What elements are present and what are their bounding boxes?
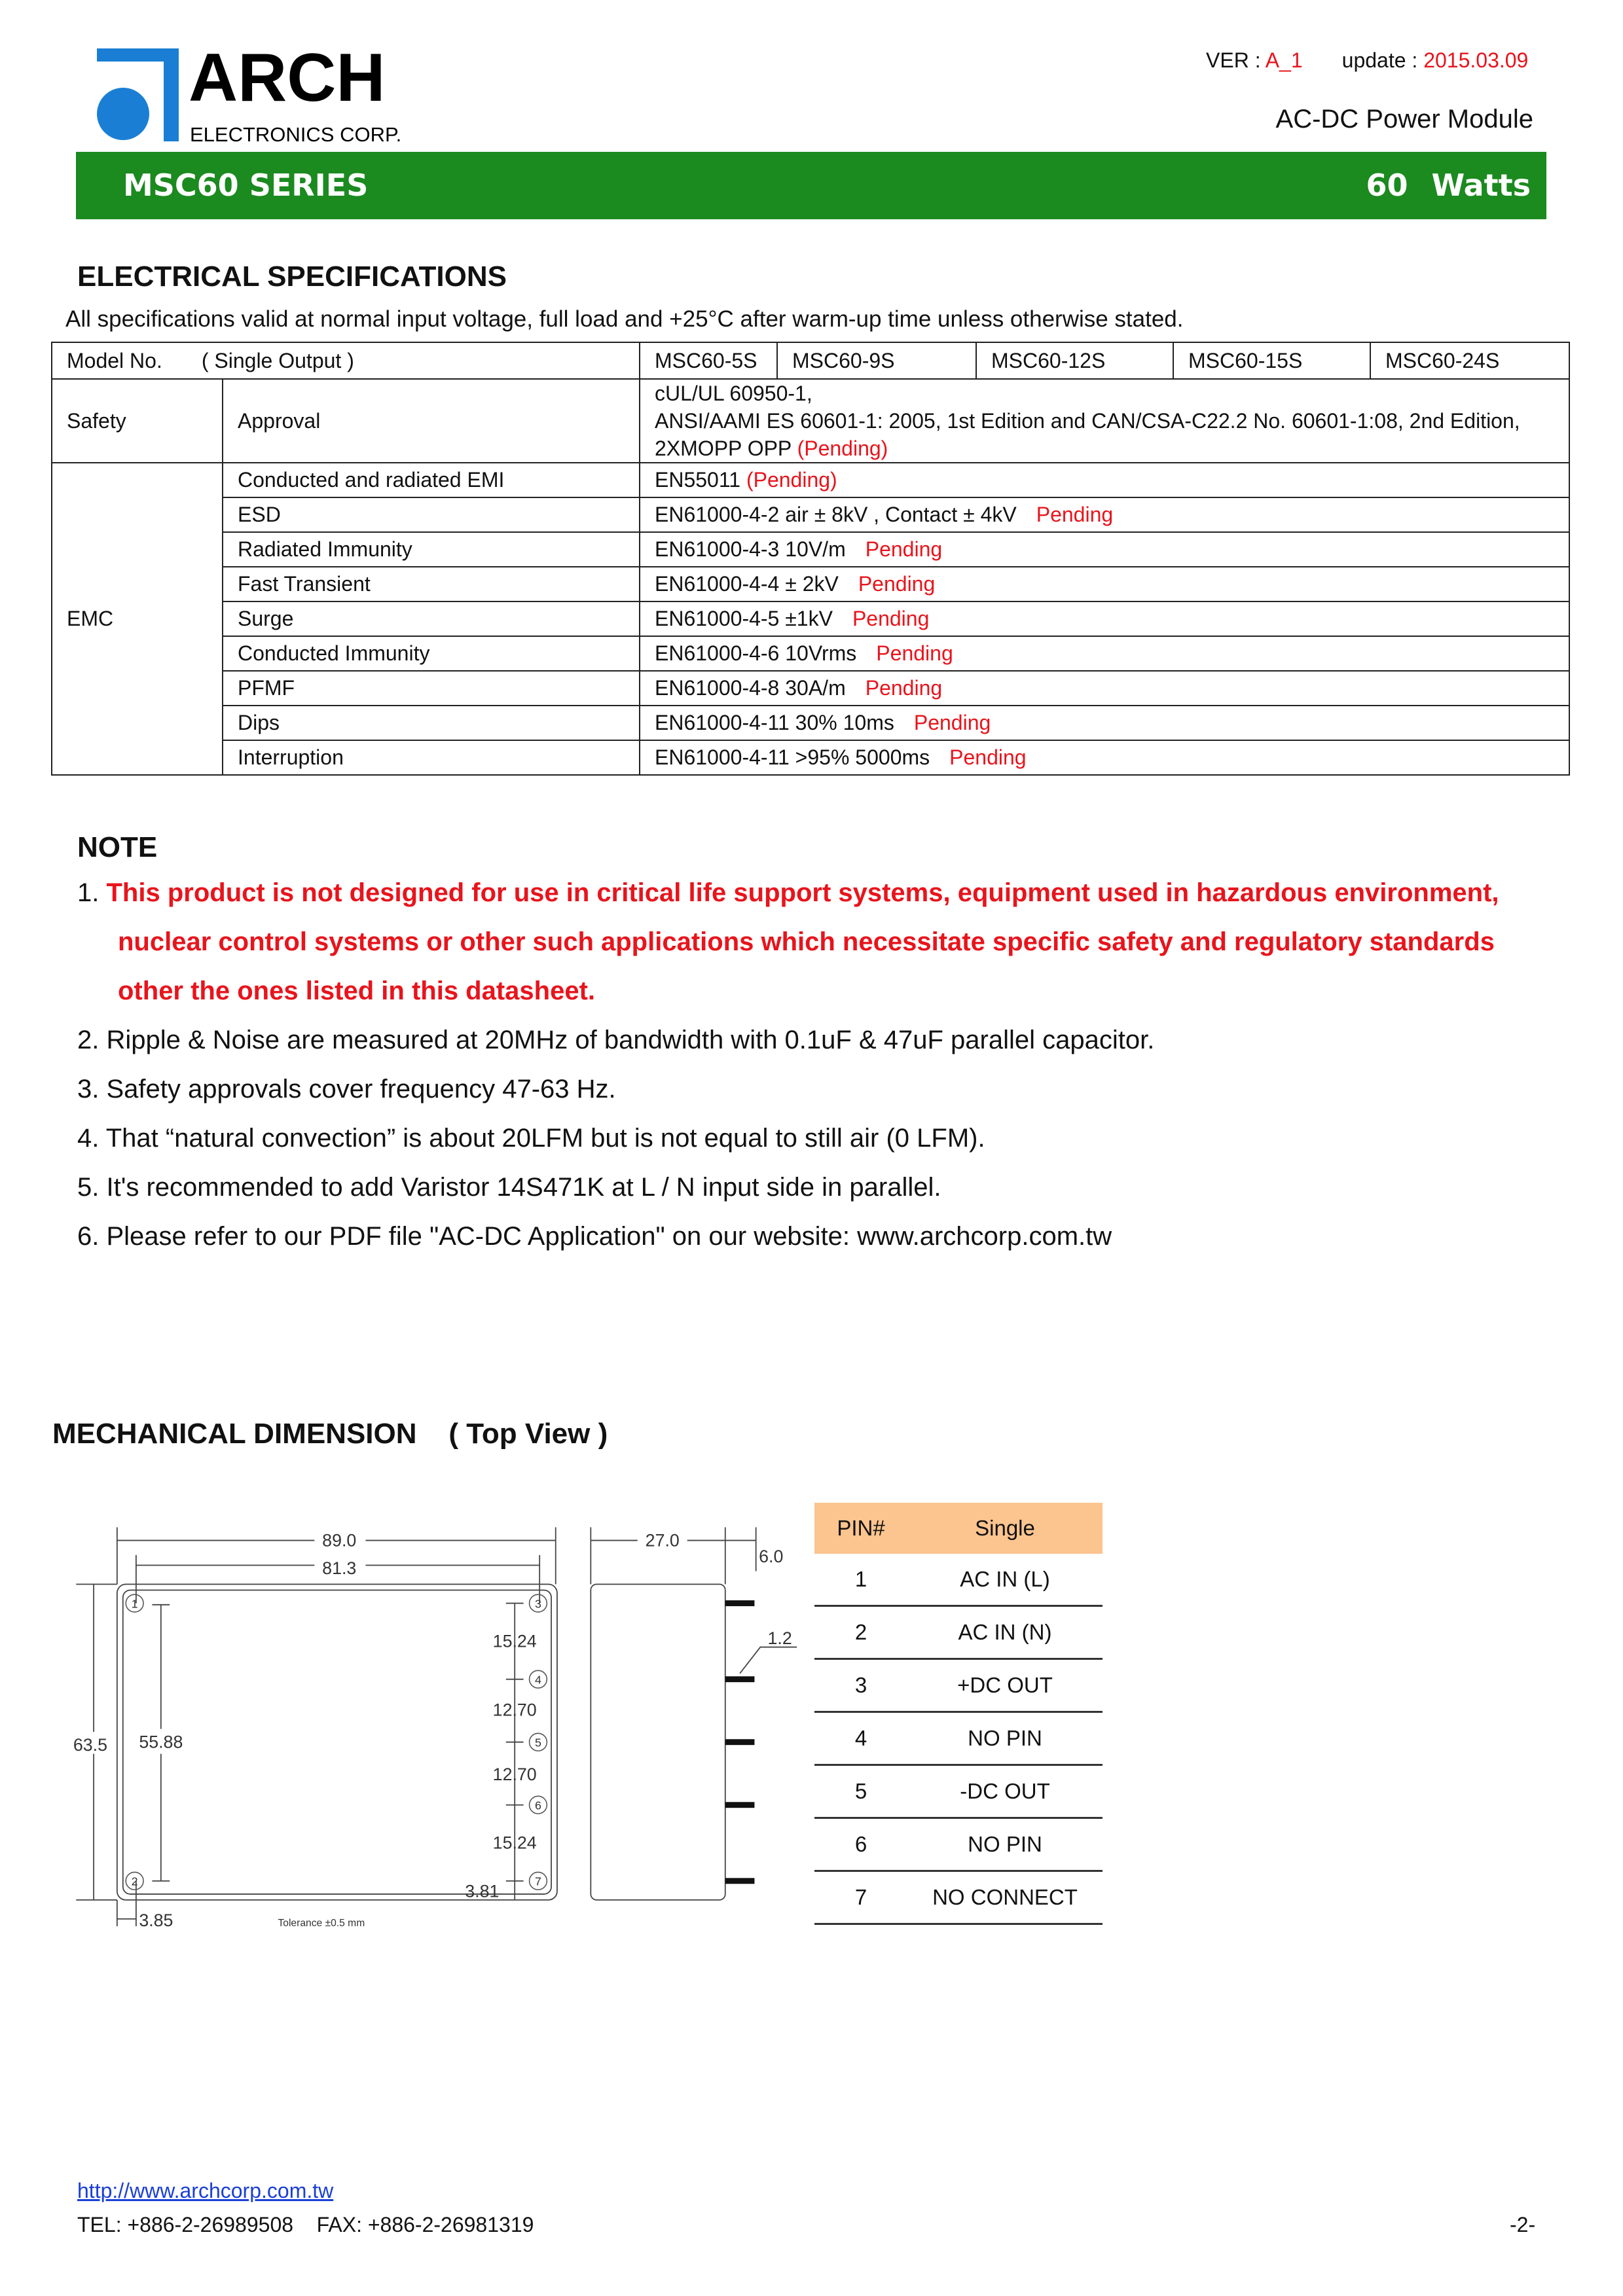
update-value: 2015.03.09 (1423, 48, 1529, 72)
output-label: ( Single Output ) (201, 348, 354, 372)
note-item: 5. It's recommended to add Varistor 14S471K at L / N input side in parallel. (77, 1173, 941, 1202)
value-cell (640, 706, 1569, 740)
value-cell (640, 497, 1569, 532)
pin-number: 4 (814, 1712, 907, 1765)
table-header-row (52, 342, 1569, 379)
pin-label: 4 (534, 1673, 541, 1687)
series-watts: 60 Watts (1366, 168, 1531, 203)
item-cell: Surge (223, 601, 640, 636)
table-row (52, 740, 1569, 775)
dim-width: 89.0 (322, 1530, 357, 1551)
dim-pitch: 12.70 (492, 1764, 537, 1784)
dim-offset: 3.81 (465, 1881, 500, 1901)
value-cell (640, 567, 1569, 601)
tolerance-note: Tolerance ±0.5 mm (278, 1918, 365, 1929)
status-pending: Pending (865, 676, 943, 700)
contact-info: TEL: +886-2-26989508 FAX: +886-2-26981319 (77, 2213, 534, 2236)
pin-label: 3 (534, 1597, 541, 1611)
status-pending: Pending (949, 745, 1027, 769)
pin-number: 6 (814, 1818, 907, 1871)
note-item: 2. Ripple & Noise are measured at 20MHz of bandwidth with 0.1uF & 47uF parallel capacitor. (77, 1026, 1155, 1054)
safety-line (655, 435, 1554, 462)
status-pending: Pending (913, 711, 991, 734)
ver-value: A_1 (1265, 48, 1303, 72)
table-row (52, 601, 1569, 636)
pin-label: 1 (131, 1597, 138, 1611)
pin-row (814, 1871, 1103, 1924)
spec-table (51, 342, 1570, 776)
module-type: AC-DC Power Module (1275, 105, 1533, 134)
note-item: 3. Safety approvals cover frequency 47-63 Hz. (77, 1075, 616, 1103)
pin-function: -DC OUT (907, 1765, 1103, 1818)
item-cell: Interruption (223, 740, 640, 775)
pin-row (814, 1659, 1103, 1712)
note-1 (77, 878, 1499, 908)
value-cell (640, 463, 1569, 497)
dim-pin-diameter: 1.2 (767, 1628, 792, 1649)
single-col-header: Single (907, 1503, 1103, 1554)
model-cell: MSC60-5S (640, 342, 777, 379)
note-text: This product is not designed for use in critical life support systems, equipment used in hazardous environment, (106, 878, 1499, 907)
item-cell: Approval (223, 379, 640, 463)
dim-pin-span: 81.3 (322, 1558, 357, 1578)
pin-function: NO PIN (907, 1712, 1103, 1765)
model-cell: MSC60-9S (777, 342, 976, 379)
pin-label: 5 (534, 1736, 541, 1749)
safety-line: ANSI/AAMI ES 60601-1: 2005, 1st Edition and CAN/CSA-C22.2 No. 60601-1:08, 2nd Edition, (655, 409, 1520, 433)
pin-label: 7 (534, 1874, 541, 1888)
value-text: EN55011 (655, 468, 746, 492)
status-pending: Pending (852, 607, 930, 630)
model-label-cell (52, 342, 640, 379)
pin-row (814, 1712, 1103, 1765)
table-row (52, 671, 1569, 706)
pin-row (814, 1554, 1103, 1606)
pin-number: 5 (814, 1765, 907, 1818)
value-cell (640, 636, 1569, 671)
pin-function: +DC OUT (907, 1659, 1103, 1712)
note-1-line: other the ones listed in this datasheet. (118, 977, 596, 1005)
value-cell (640, 532, 1569, 567)
item-cell: Fast Transient (223, 567, 640, 601)
pin-label: 6 (534, 1799, 541, 1812)
model-cell: MSC60-24S (1370, 342, 1569, 379)
model-cell: MSC60-12S (976, 342, 1173, 379)
pin-label: 2 (131, 1874, 138, 1888)
pin-function: AC IN (N) (907, 1606, 1103, 1659)
status-pending: Pending (876, 641, 953, 665)
value-text: EN61000-4-8 30A/m (655, 676, 846, 700)
pin-table-header (814, 1503, 1103, 1554)
table-row (52, 567, 1569, 601)
section-title-mechanical: MECHANICAL DIMENSION ( Top View ) (52, 1418, 608, 1450)
value-cell (640, 671, 1569, 706)
safety-text: 2XMOPP OPP (655, 437, 797, 460)
value-text: EN61000-4-6 10Vrms (655, 641, 857, 665)
pin-function: NO PIN (907, 1818, 1103, 1871)
pin-row (814, 1606, 1103, 1659)
note-number: 1. (77, 878, 107, 907)
version-info (1206, 48, 1528, 73)
section-title-electrical: ELECTRICAL SPECIFICATIONS (77, 260, 507, 293)
value-text: EN61000-4-2 air ± 8kV , Contact ± 4kV (655, 503, 1017, 526)
dim-pin-length: 6.0 (759, 1547, 784, 1567)
pin-col-header: PIN# (814, 1503, 907, 1554)
dim-pin-height: 55.88 (139, 1732, 183, 1752)
status-pending: (Pending) (797, 437, 888, 460)
value-text: EN61000-4-4 ± 2kV (655, 572, 839, 596)
dim-pitch: 15.24 (492, 1631, 537, 1651)
value-cell (640, 379, 1569, 463)
pin-number: 3 (814, 1659, 907, 1712)
table-row (52, 532, 1569, 567)
series-banner (76, 152, 1546, 219)
table-row (52, 379, 1569, 463)
value-cell (640, 601, 1569, 636)
pin-number: 2 (814, 1606, 907, 1659)
group-cell: EMC (52, 463, 223, 775)
update-label: update : (1341, 48, 1424, 72)
status-pending: Pending (858, 572, 936, 596)
safety-line: cUL/UL 60950-1, (655, 382, 812, 405)
note-item: 6. Please refer to our PDF file "AC-DC Application" on our website: www.archcorp.com.tw (77, 1222, 1112, 1251)
model-label: Model No. (67, 348, 162, 372)
table-row (52, 636, 1569, 671)
section-title-note: NOTE (77, 831, 158, 863)
logo-text: ARCH (189, 40, 386, 116)
table-row (52, 497, 1569, 532)
dim-pitch: 12.70 (492, 1700, 537, 1720)
dim-offset: 3.85 (139, 1910, 173, 1931)
dim-height: 63.5 (73, 1735, 107, 1755)
website-link[interactable]: http://www.archcorp.com.tw (77, 2179, 334, 2202)
table-row (52, 463, 1569, 497)
pin-function: AC IN (L) (907, 1554, 1103, 1606)
pin-function: NO CONNECT (907, 1871, 1103, 1924)
status-pending: Pending (865, 537, 943, 561)
pin-number: 1 (814, 1554, 907, 1606)
side-view (591, 1527, 797, 1899)
model-cell: MSC60-15S (1173, 342, 1370, 379)
item-cell: PFMF (223, 671, 640, 706)
status-pending: Pending (1036, 503, 1114, 526)
ver-label: VER : (1206, 48, 1266, 72)
arch-logo (90, 38, 405, 149)
table-row (52, 706, 1569, 740)
value-text: EN61000-4-11 30% 10ms (655, 711, 894, 734)
value-text: EN61000-4-5 ±1kV (655, 607, 833, 630)
value-cell (640, 740, 1569, 775)
pin-row (814, 1818, 1103, 1871)
item-cell: Conducted Immunity (223, 636, 640, 671)
group-cell: Safety (52, 379, 223, 463)
top-view (73, 1527, 557, 1930)
status-pending: (Pending) (746, 468, 837, 492)
logo-subtext: ELECTRONICS CORP. (190, 123, 402, 146)
item-cell: Conducted and radiated EMI (223, 463, 640, 497)
item-cell: Dips (223, 706, 640, 740)
electrical-subtitle: All specifications valid at normal input voltage, full load and +25°C after warm-up time unless otherwise stated. (65, 306, 1184, 332)
note-1-line: nuclear control systems or other such applications which necessitate specific safety and regulatory standards (118, 927, 1495, 956)
page-number: -2- (1510, 2213, 1536, 2236)
pin-table (814, 1503, 1103, 1925)
pin-number: 7 (814, 1871, 907, 1924)
dim-depth: 27.0 (645, 1530, 680, 1551)
value-text: EN61000-4-11 >95% 5000ms (655, 745, 930, 769)
item-cell: ESD (223, 497, 640, 532)
pin-row (814, 1765, 1103, 1818)
note-item: 4. That “natural convection” is about 20LFM but is not equal to still air (0 LFM). (77, 1124, 985, 1153)
series-name: MSC60 SERIES (123, 168, 369, 203)
dim-pitch: 15.24 (492, 1833, 537, 1853)
value-text: EN61000-4-3 10V/m (655, 537, 846, 561)
item-cell: Radiated Immunity (223, 532, 640, 567)
